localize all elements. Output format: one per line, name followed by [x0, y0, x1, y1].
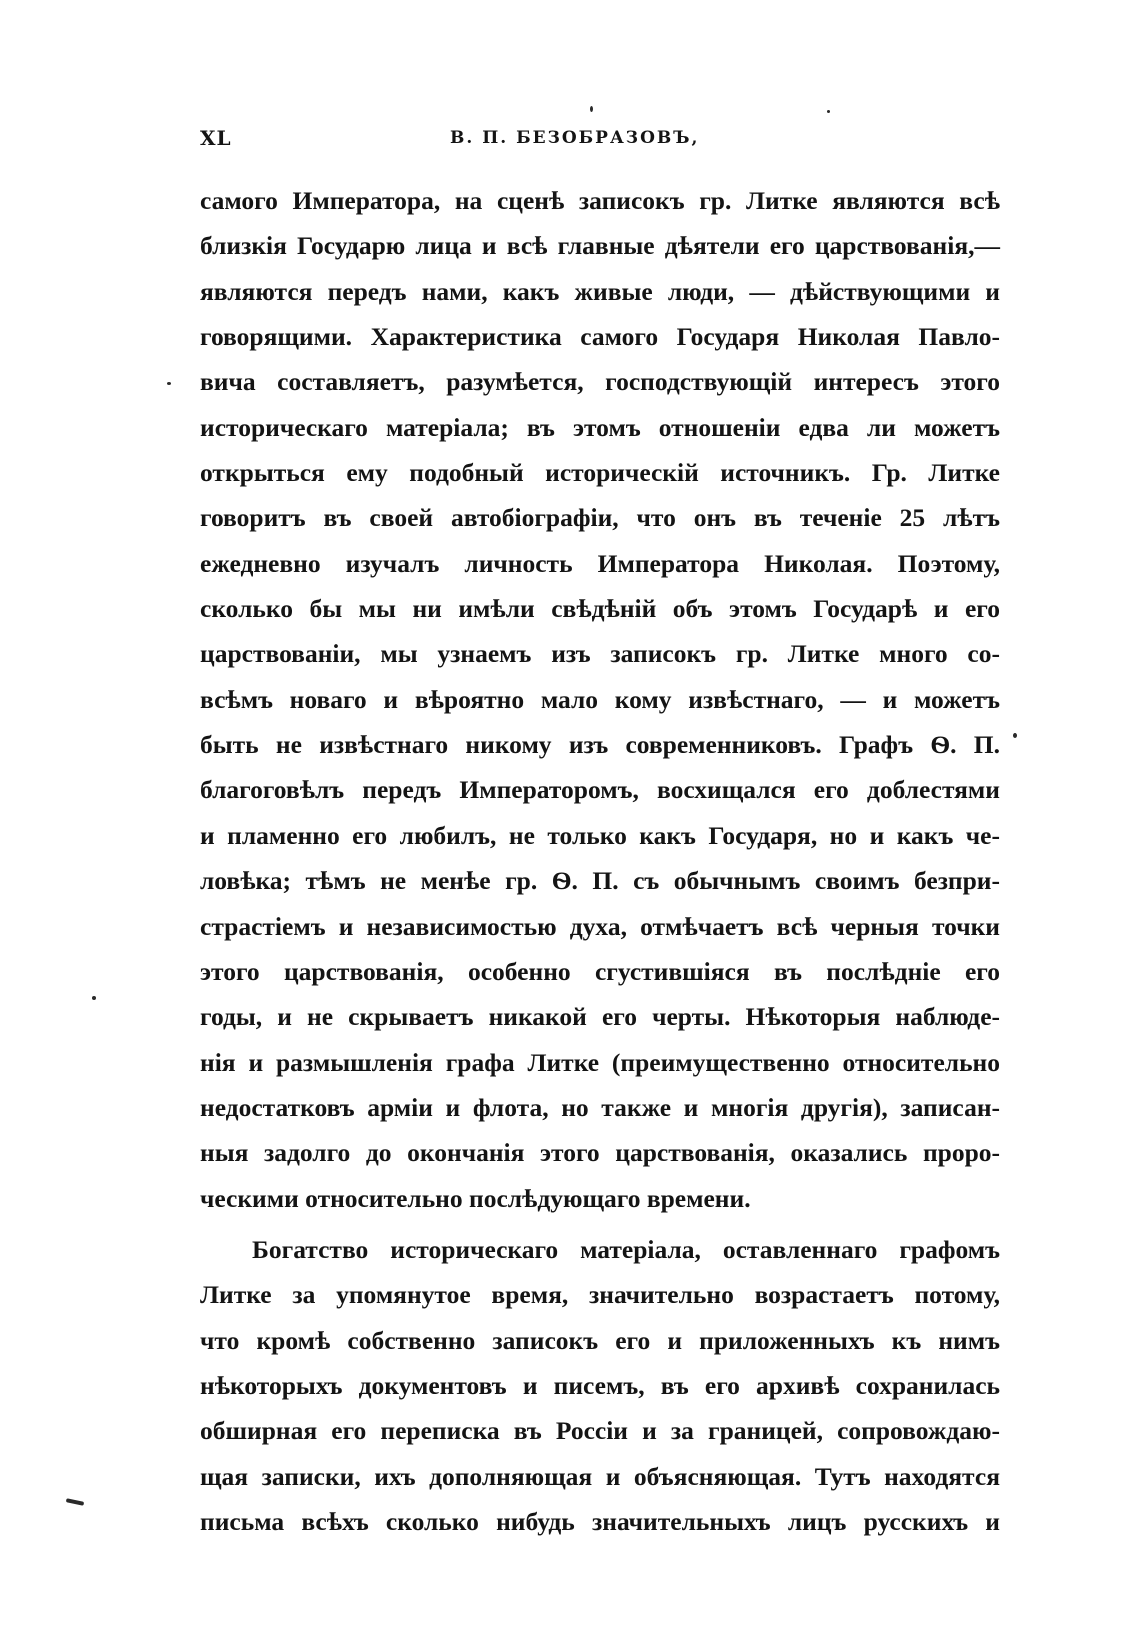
text-line: говоритъ въ своей автобіографіи, что онъ въ теченіе 25 лѣтъ	[200, 503, 1000, 533]
text-line: Литке за упомянутое время, значительно возрастаетъ потому,	[200, 1280, 1000, 1310]
running-header	[200, 126, 1000, 156]
text-line: нѣкоторыхъ документовъ и писемъ, въ его архивѣ сохранилась	[200, 1370, 1000, 1400]
body-text	[200, 178, 1000, 1544]
text-line: письма всѣхъ сколько нибудь значительныхъ лицъ русскихъ и	[200, 1506, 1000, 1536]
text-line: близкія Государю лица и всѣ главные дѣятели его царствованія,—	[200, 231, 1000, 261]
text-line: быть не извѣстнаго никому изъ современниковъ. Графъ Ѳ. П.	[200, 730, 1000, 760]
text-line: и пламенно его любилъ, не только какъ Государя, но и какъ че-	[200, 820, 1000, 850]
text-line: страстіемъ и независимостью духа, отмѣчаетъ всѣ черныя точки	[200, 911, 1000, 941]
text-line: ныя задолго до окончанія этого царствованія, оказались проро-	[200, 1138, 1000, 1168]
text-line: ежедневно изучалъ личность Императора Николая. Поэтому,	[200, 548, 1000, 578]
scan-speck	[92, 996, 96, 1000]
scan-speck	[1013, 733, 1017, 738]
text-line: щая записки, ихъ дополняющая и объясняющая. Тутъ находятся	[200, 1461, 1000, 1491]
text-line: говорящими. Характеристика самого Государя Николая Павло-	[200, 322, 1000, 352]
text-line: недостатковъ арміи и флота, но также и многія другія), записан-	[200, 1092, 1000, 1122]
paragraph-2	[200, 1227, 1000, 1544]
running-title: В. П. БЕЗОБРАЗОВЪ,	[450, 128, 700, 148]
text-line: самого Императора, на сценѣ записокъ гр. Литке являются всѣ	[200, 186, 1000, 215]
text-line: царствованіи, мы узнаемъ изъ записокъ гр. Литке много со-	[200, 639, 1000, 669]
text-line: являются передъ нами, какъ живые люди, — дѣйствующими и	[200, 276, 1000, 306]
text-line: годы, и не скрываетъ никакой его черты. Нѣкоторыя наблюде-	[200, 1002, 1000, 1032]
text-line: что кромѣ собственно записокъ его и приложенныхъ къ нимъ	[200, 1325, 1000, 1355]
text-line: ческими относительно послѣдующаго времени.	[200, 1183, 751, 1213]
text-line: ловѣка; тѣмъ не менѣе гр. Ѳ. П. съ обычнымъ своимъ безпри-	[200, 866, 1000, 896]
text-line: благоговѣлъ передъ Императоромъ, восхищался его доблестями	[200, 775, 1000, 805]
scan-speck	[66, 1498, 84, 1506]
scan-speck	[590, 106, 593, 112]
scan-speck	[827, 110, 830, 113]
text-line: вича составляетъ, разумѣется, господствующій интересъ этого	[200, 367, 1000, 397]
text-line: обширная его переписка въ Россіи и за границей, сопровождаю-	[200, 1416, 1000, 1446]
text-line: нія и размышленія графа Литке (преимущественно относительно	[200, 1047, 1000, 1077]
text-line: Богатство историческаго матеріала, оставленнаго графомъ	[252, 1234, 1000, 1264]
text-line: этого царствованія, особенно сгустившіяся въ послѣдніе его	[200, 956, 1000, 986]
paragraph-1	[200, 178, 1000, 1221]
text-line: открыться ему подобный историческій источникъ. Гр. Литке	[200, 458, 1000, 488]
page-number: XL	[200, 126, 232, 150]
scan-speck	[167, 382, 171, 385]
text-line: историческаго матеріала; въ этомъ отношеніи едва ли можетъ	[200, 412, 1000, 442]
text-line: сколько бы мы ни имѣли свѣдѣній объ этомъ Государѣ и его	[200, 594, 1000, 624]
text-line: всѣмъ новаго и вѣроятно мало кому извѣстнаго, — и можетъ	[200, 684, 1000, 714]
